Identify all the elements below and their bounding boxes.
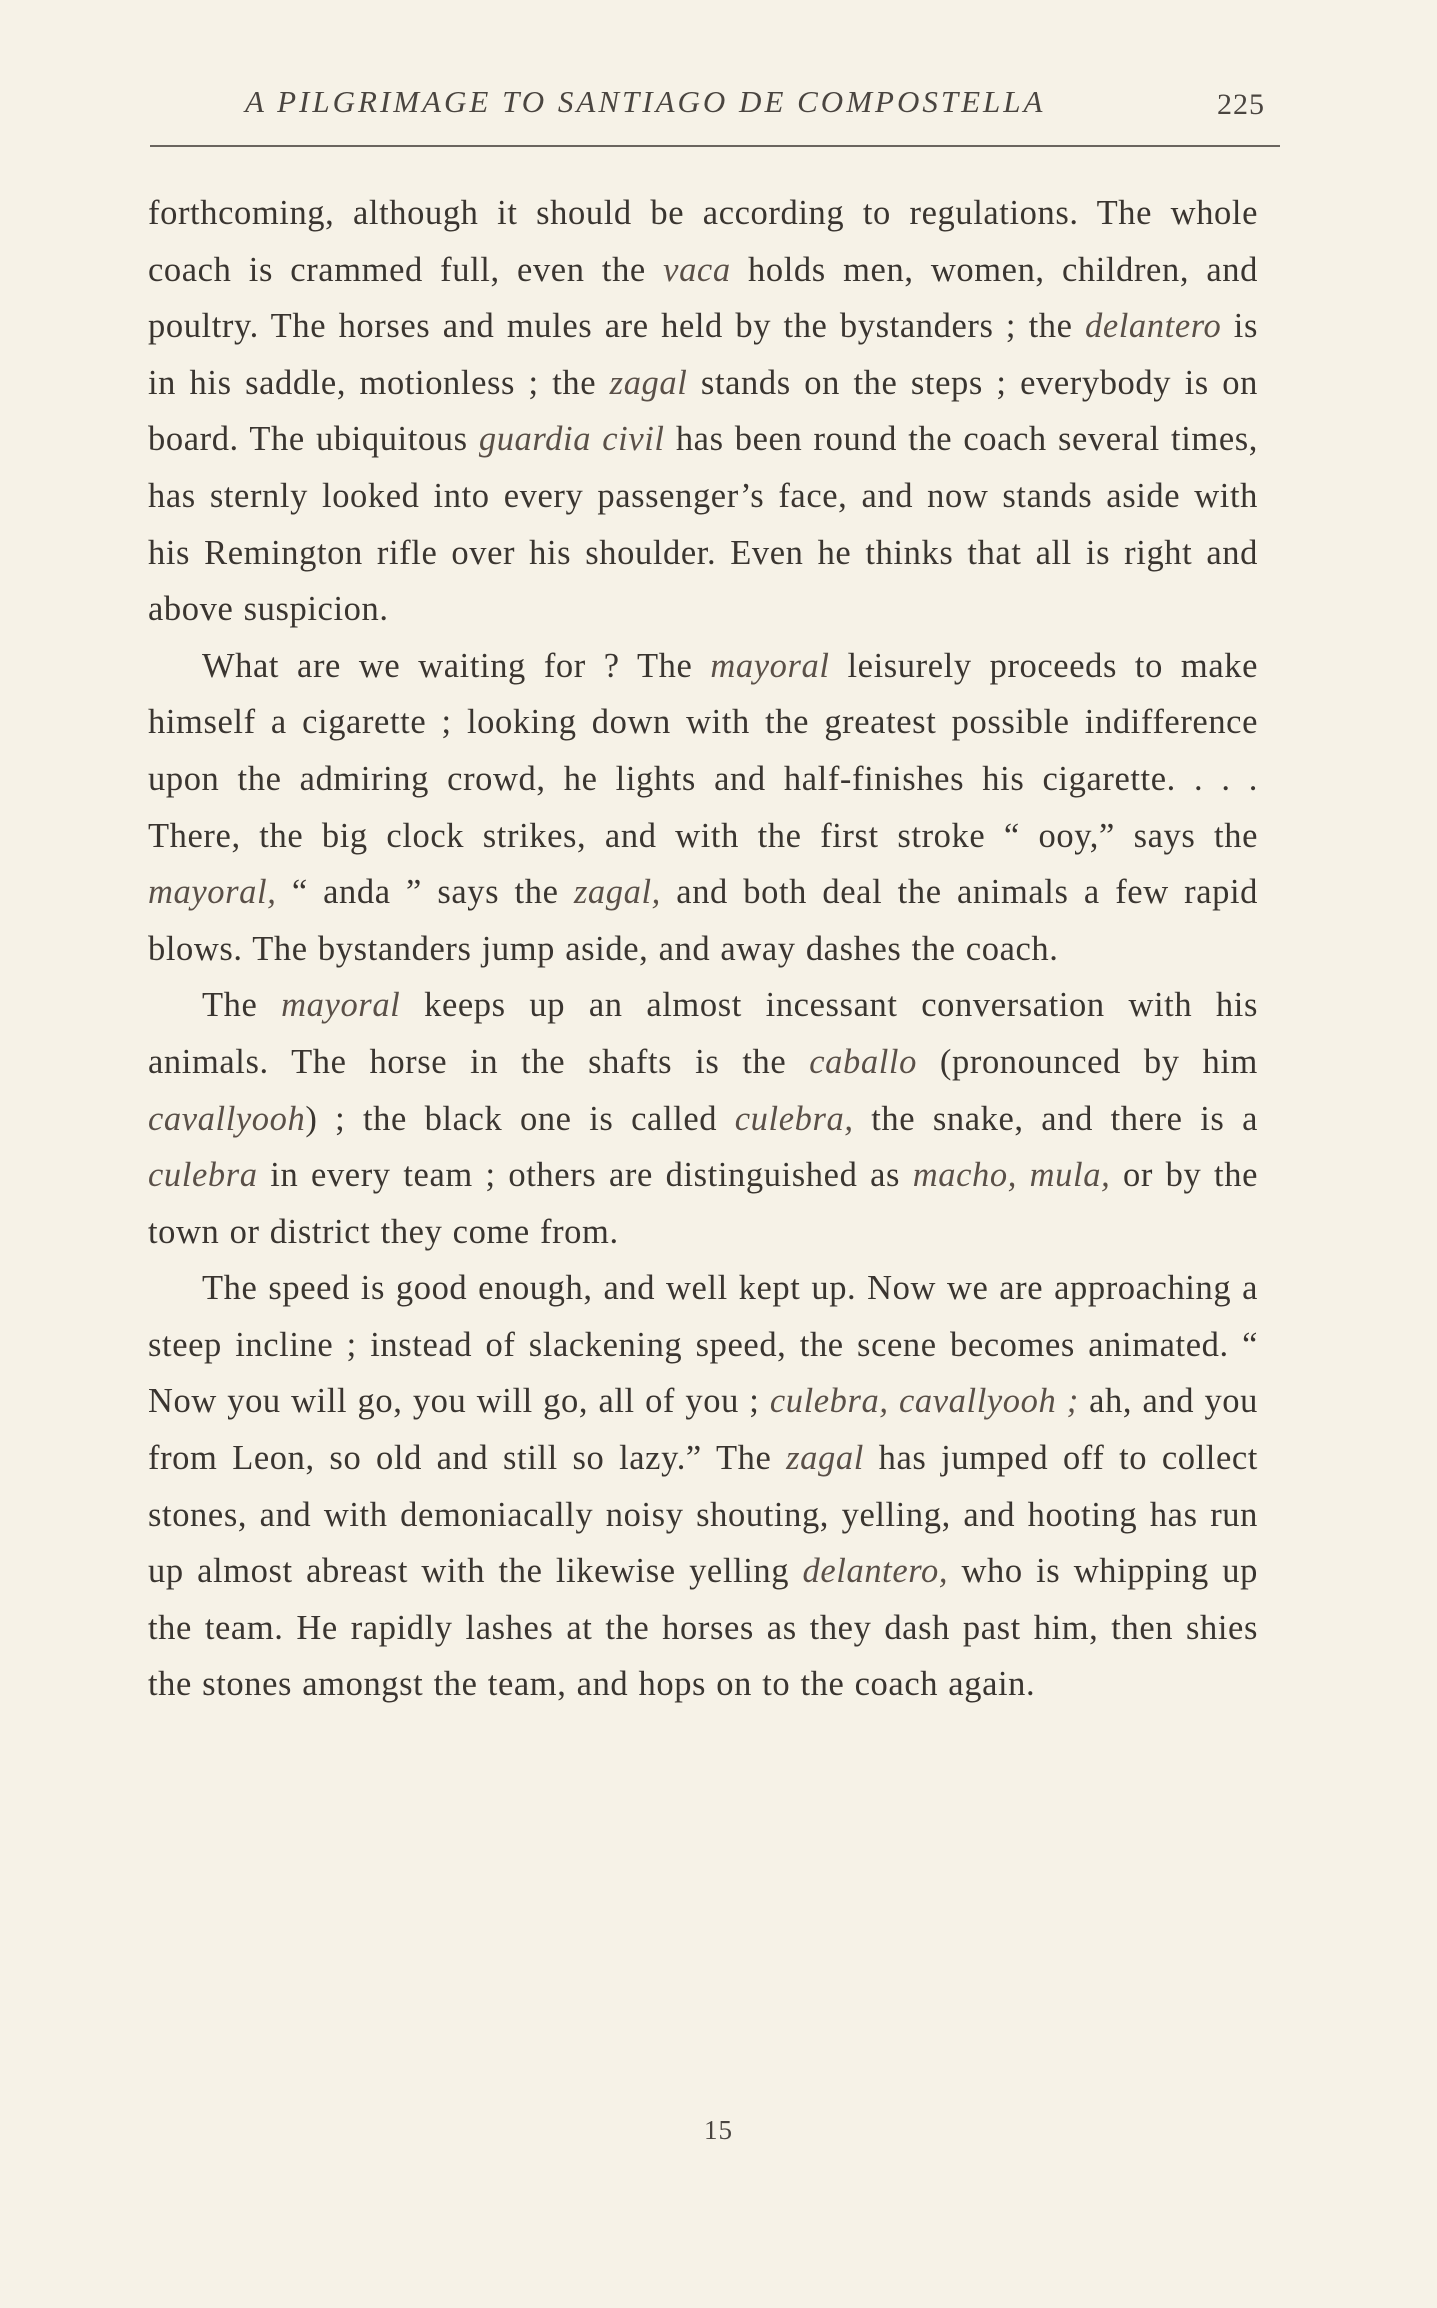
italic-term: delantero <box>1084 307 1222 346</box>
italic-term: guardia civil <box>478 420 665 459</box>
paragraph <box>148 185 1258 638</box>
italic-term: culebra, cavallyooh ; <box>769 1382 1079 1421</box>
italic-term: caballo <box>809 1042 917 1081</box>
text-run: forthcoming, although it should be according to regulations. The whole coach is crammed full, even the <box>148 194 1258 289</box>
italic-term: cavallyooh <box>148 1099 306 1138</box>
italic-term: vaca <box>663 250 731 289</box>
italic-term: culebra <box>148 1156 258 1195</box>
text-run: stands on the steps ; everybody is on board. The ubiquitous <box>148 363 1258 459</box>
italic-term: mayoral <box>281 986 401 1025</box>
italic-term: mayoral <box>710 646 830 685</box>
text-run: has been round the coach several times, has sternly looked into every passenger’s face, and now stands aside with his Remington rifle over his shoulder. Even he thinks that all is right and above suspicion. <box>148 420 1259 629</box>
running-head <box>245 80 1265 130</box>
signature-mark: 15 <box>704 2115 733 2145</box>
italic-term: zagal <box>609 363 688 402</box>
text-run: (pronounced by him <box>916 1042 1258 1081</box>
text-run: keeps up an almost incessant conversation with his animals. The horse in the shafts is the <box>148 986 1258 1081</box>
text-run: The speed is good enough, and well kept up. Now we are approaching a steep incline ; instead of slackening speed, the scene becomes animated. “ Now you will go, you will go, all of you ; <box>148 1269 1258 1421</box>
paragraph <box>148 638 1258 978</box>
running-title: A PILGRIMAGE TO SANTIAGO DE COMPOSTELLA <box>245 84 1046 119</box>
italic-term: delantero, <box>802 1552 949 1591</box>
text-run: The <box>202 986 282 1025</box>
text-run: “ anda ” says the <box>276 873 574 912</box>
text-run: the snake, and there is a <box>853 1099 1258 1138</box>
header-rule <box>150 145 1280 147</box>
text-run: ah, and you from Leon, so old and still so lazy.” The <box>148 1382 1258 1478</box>
text-run: ) ; the black one is called <box>305 1099 735 1138</box>
italic-term: zagal, <box>573 873 661 912</box>
page-number: 225 <box>1217 88 1265 121</box>
italic-term: culebra, <box>734 1099 854 1138</box>
italic-term: macho, mula, <box>912 1156 1111 1195</box>
text-run: has jumped off to collect stones, and with demoniacally noisy shouting, yelling, and hooting has run up almost abreast with the likewise yelling <box>148 1439 1258 1591</box>
body-text <box>148 185 1258 1713</box>
text-run: What are we waiting for ? The <box>202 646 711 685</box>
text-run: holds men, women, children, and poultry. The horses and mules are held by the bystanders ; the <box>148 250 1258 346</box>
italic-term: zagal <box>786 1439 864 1478</box>
italic-term: mayoral, <box>148 873 277 912</box>
text-run: in every team ; others are distinguished as <box>257 1156 913 1195</box>
text-run: who is whipping up the team. He rapidly lashes at the horses as they dash past him, then shies the stones amongst the team, and hops on to the coach again. <box>148 1552 1258 1704</box>
paragraph <box>148 1260 1258 1713</box>
text-run: and both deal the animals a few rapid blows. The bystanders jump aside, and away dashes the coach. <box>148 873 1259 968</box>
text-run: or by the town or district they come from. <box>148 1156 1258 1251</box>
text-run: leisurely proceeds to make himself a cigarette ; looking down with the greatest possible indifference upon the admiring crowd, he lights and half-finishes his cigarette. . . . There, the big clock strikes, and with the first stroke “ ooy,” says the <box>148 646 1258 855</box>
paragraph <box>148 977 1258 1260</box>
text-run: is in his saddle, motionless ; the <box>148 307 1258 402</box>
